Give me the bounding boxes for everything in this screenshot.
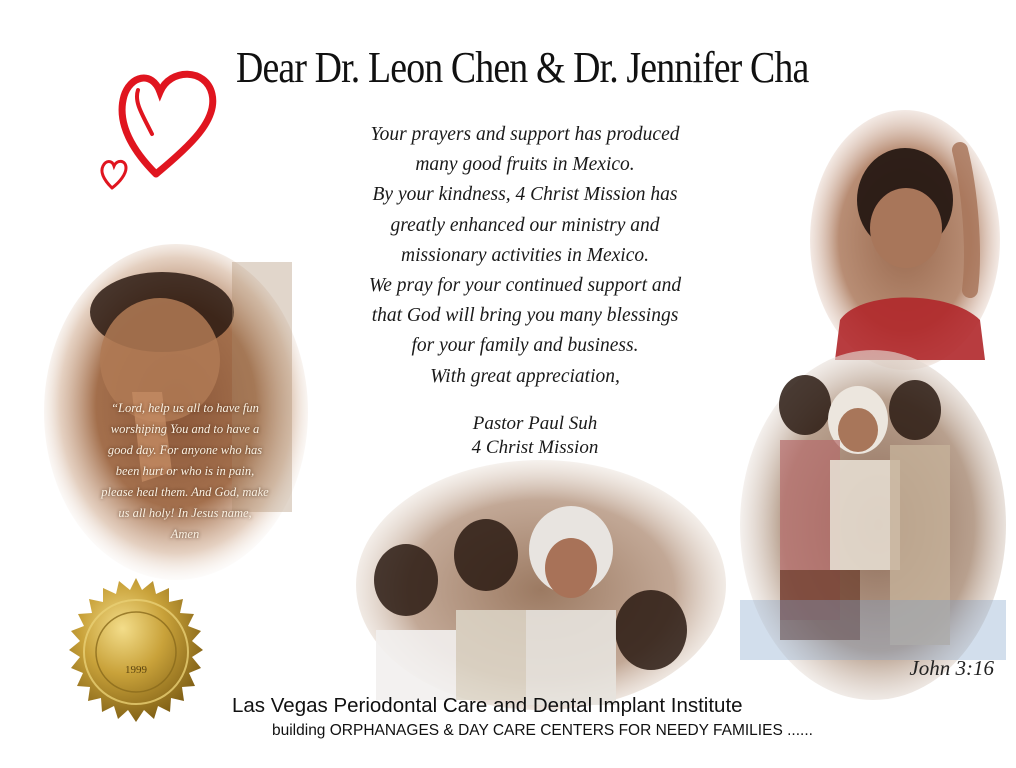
letter-line: missionary activities in Mexico. — [400, 244, 650, 266]
letter-line: many good fruits in Mexico. — [415, 154, 635, 176]
prayer-line: please heal them. And God, make — [101, 485, 269, 499]
prayer-quote — [74, 398, 296, 545]
gold-seal-icon — [56, 576, 216, 736]
prayer-line: “Lord, help us all to have fun — [111, 401, 259, 415]
children-group-photo — [356, 460, 726, 710]
prayer-line: Amen — [170, 527, 200, 541]
letter-line: that God will bring you many blessings — [371, 305, 679, 327]
heart-icon — [94, 62, 229, 192]
letter-line: Your prayers and support has produced — [370, 124, 680, 145]
seal-year: 1999 — [125, 664, 147, 676]
letter-line: greatly enhanced our ministry and — [390, 214, 660, 236]
signature-org: 4 Christ Mission — [471, 437, 599, 458]
prayer-line: worshiping You and to have a — [110, 422, 260, 436]
footer-mission: building ORPHANAGES & DAY CARE CENTERS FOR NEEDY FAMILIES ...... — [272, 722, 813, 739]
letter-body — [320, 120, 730, 392]
signature-name: Pastor Paul Suh — [472, 413, 598, 434]
letter-line: We pray for your continued support and — [368, 275, 682, 297]
footer-institute: Las Vegas Periodontal Care and Dental Implant Institute — [232, 694, 743, 717]
girl-photo — [810, 110, 1000, 370]
letter-line: With great appreciation, — [430, 365, 620, 387]
letter-line: for your family and business. — [411, 335, 639, 357]
letter-line: By your kindness, 4 Christ Mission has — [372, 184, 678, 206]
family-photo — [740, 350, 1006, 700]
prayer-line: good day. For anyone who has — [107, 443, 263, 457]
signature — [400, 412, 670, 460]
prayer-line: been hurt or who is in pain, — [115, 464, 255, 478]
hearts-decoration — [94, 62, 229, 192]
prayer-line: us all holy! In Jesus name, — [118, 506, 252, 520]
bible-verse: John 3:16 — [909, 656, 994, 680]
page-title: Dear Dr. Leon Chen & Dr. Jennifer Cha — [236, 43, 809, 92]
